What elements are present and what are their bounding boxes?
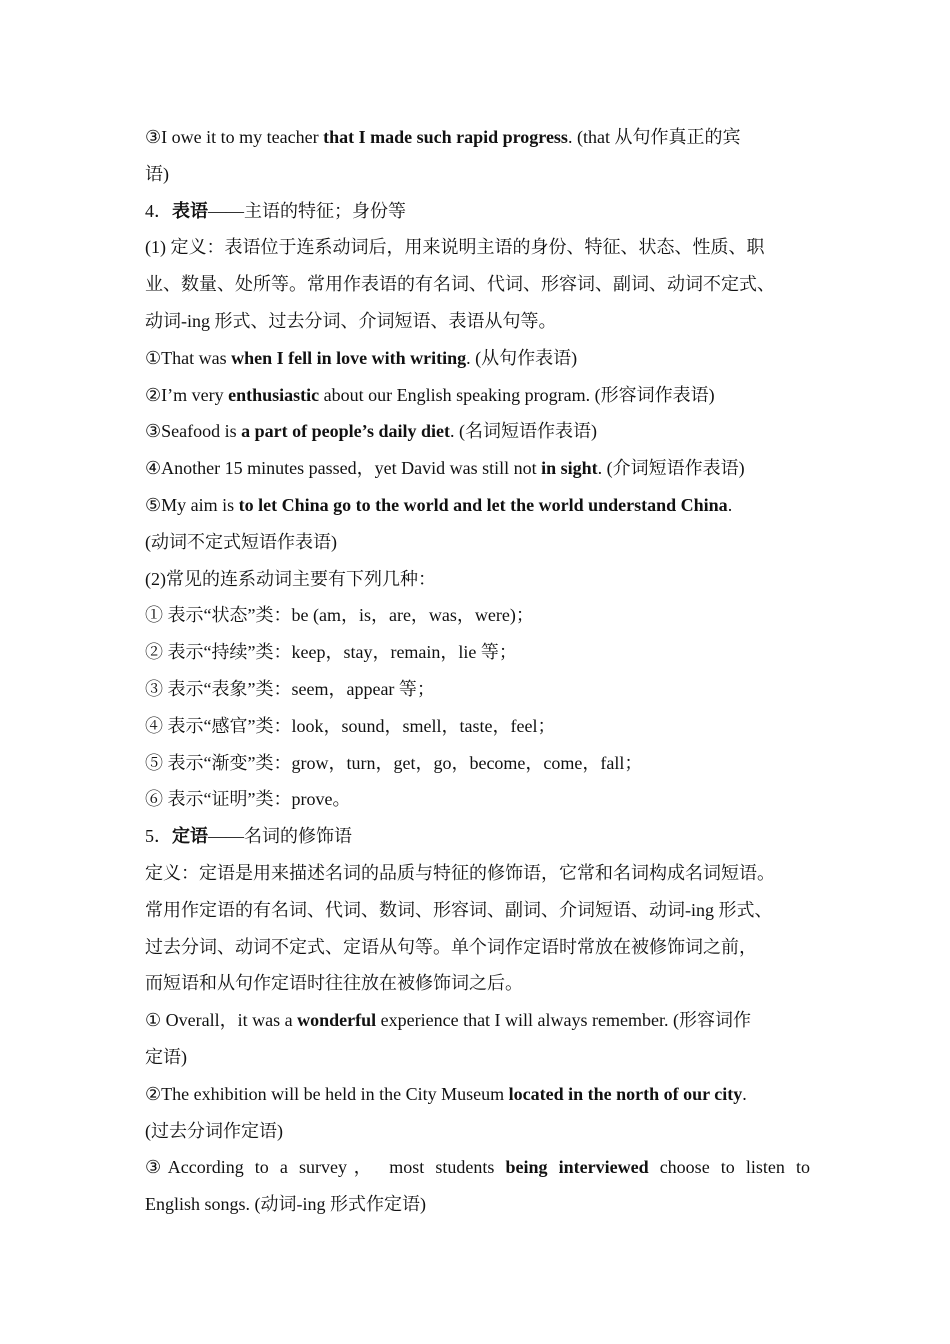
text-line bbox=[145, 266, 810, 303]
text-line bbox=[145, 119, 810, 156]
text-line bbox=[145, 303, 810, 340]
bold-text: enthusiastic bbox=[228, 384, 320, 405]
text-line bbox=[145, 745, 810, 782]
document-body bbox=[145, 119, 810, 1223]
text-segment: 定义：定语是用来描述名词的品质与特征的修饰语，它常和名词构成名词短语。 bbox=[145, 862, 775, 883]
bold-text: to let China go to the world and let the world understand China bbox=[238, 494, 728, 515]
bold-text: being interviewed bbox=[505, 1157, 649, 1178]
text-line bbox=[145, 413, 810, 450]
bold-text: a part of people’s daily diet bbox=[241, 421, 450, 442]
text-segment: ③Seafood is bbox=[145, 421, 242, 442]
text-segment: 常用作定语的有名词、代词、数词、形容词、副词、介词短语、动词-ing 形式、 bbox=[145, 899, 773, 920]
text-segment: ⑤ 表示“渐变”类：grow，turn，get，go，become，come，fall； bbox=[145, 752, 643, 773]
text-line bbox=[145, 634, 810, 671]
bold-text: located in the north of our city bbox=[508, 1083, 743, 1104]
text-segment: experience that I will always remember. (形容词作 bbox=[376, 1010, 751, 1031]
text-segment: 而短语和从句作定语时往往放在被修饰词之后。 bbox=[145, 973, 523, 994]
text-segment: 业、数量、处所等。常用作表语的有名词、代词、形容词、副词、动词不定式、 bbox=[145, 274, 775, 295]
bold-text: that I made such rapid progress bbox=[323, 127, 568, 147]
text-segment: . (名词短语作表语) bbox=[449, 421, 597, 442]
text-line bbox=[145, 892, 810, 929]
text-segment: ②The exhibition will be held in the City Museum bbox=[145, 1083, 509, 1104]
text-segment: ①That was bbox=[145, 347, 232, 368]
bold-text: wonderful bbox=[297, 1010, 377, 1031]
text-line bbox=[145, 781, 810, 818]
text-segment: (动词不定式短语作表语) bbox=[145, 531, 337, 552]
text-segment: 定语) bbox=[145, 1046, 187, 1067]
text-line bbox=[145, 156, 810, 193]
text-segment: ②I’m very bbox=[145, 384, 229, 405]
text-line bbox=[145, 1186, 810, 1223]
text-line bbox=[145, 818, 810, 855]
text-segment: 动词-ing 形式、过去分词、介词短语、表语从句等。 bbox=[145, 310, 557, 331]
text-line bbox=[145, 340, 810, 377]
text-segment: ——主语的特征；身份等 bbox=[208, 200, 406, 221]
text-line bbox=[145, 1149, 810, 1186]
text-line bbox=[145, 377, 810, 414]
text-line bbox=[145, 487, 810, 524]
text-line bbox=[145, 229, 810, 266]
bold-text: 定语 bbox=[172, 826, 208, 847]
bold-text: in sight bbox=[541, 458, 598, 479]
text-segment: choose to listen to bbox=[648, 1157, 810, 1178]
text-segment: ——名词的修饰语 bbox=[208, 826, 352, 847]
text-segment: . bbox=[727, 494, 733, 515]
text-line bbox=[145, 855, 810, 892]
text-line bbox=[145, 1113, 810, 1150]
text-line bbox=[145, 193, 810, 230]
bold-text: when I fell in love with writing bbox=[231, 347, 467, 368]
text-segment: . (介词短语作表语) bbox=[597, 458, 745, 479]
text-segment: (过去分词作定语) bbox=[145, 1120, 283, 1141]
text-line bbox=[145, 450, 810, 487]
text-segment: 4． bbox=[145, 200, 172, 221]
text-segment: English songs. (动词-ing 形式作定语) bbox=[145, 1194, 426, 1215]
text-line bbox=[145, 965, 810, 1002]
text-segment: ⑤My aim is bbox=[145, 494, 239, 515]
text-line bbox=[145, 708, 810, 745]
text-segment: ④Another 15 minutes passed，yet David was still not bbox=[145, 458, 542, 479]
text-line bbox=[145, 1076, 810, 1113]
text-segment: ② 表示“持续”类：keep，stay，remain，lie 等； bbox=[145, 642, 517, 663]
text-line bbox=[145, 597, 810, 634]
text-line bbox=[145, 1039, 810, 1076]
document-page bbox=[145, 119, 810, 1223]
text-segment: (1) 定义：表语位于连系动词后，用来说明主语的身份、特征、状态、性质、职 bbox=[145, 237, 765, 258]
text-segment: . (that 从句作真正的宾 bbox=[567, 127, 741, 147]
text-segment: ⑥ 表示“证明”类：prove。 bbox=[145, 789, 351, 810]
text-segment: ① Overall，it was a bbox=[145, 1010, 298, 1031]
text-segment: ③ 表示“表象”类：seem，appear 等； bbox=[145, 678, 435, 699]
text-line bbox=[145, 561, 810, 598]
text-segment: 过去分词、动词不定式、定语从句等。单个词作定语时常放在被修饰词之前， bbox=[145, 936, 757, 957]
text-segment: ③I owe it to my teacher bbox=[145, 127, 324, 147]
text-line bbox=[145, 524, 810, 561]
bold-text: 表语 bbox=[172, 200, 208, 221]
text-segment: . (从句作表语) bbox=[466, 347, 578, 368]
text-line bbox=[145, 929, 810, 966]
text-segment: (2)常见的连系动词主要有下列几种： bbox=[145, 568, 436, 589]
text-segment: 5． bbox=[145, 826, 172, 847]
text-line bbox=[145, 671, 810, 708]
text-segment: 语) bbox=[145, 163, 169, 184]
text-line bbox=[145, 1002, 810, 1039]
text-segment: ③According to a survey， most students bbox=[145, 1157, 506, 1178]
text-segment: ④ 表示“感官”类：look，sound，smell，taste，feel； bbox=[145, 715, 556, 736]
text-segment: ① 表示“状态”类：be (am，is，are，was，were)； bbox=[145, 605, 534, 626]
text-segment: about our English speaking program. (形容词作表语) bbox=[319, 384, 715, 405]
text-segment: . bbox=[742, 1083, 747, 1104]
